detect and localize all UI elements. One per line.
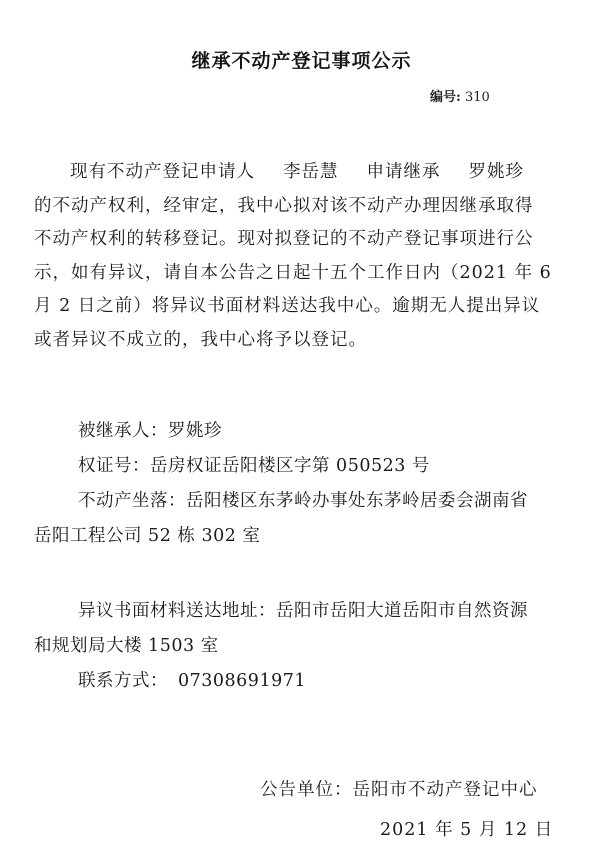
notice-paragraph: [34, 156, 579, 357]
document-number-value: 310: [464, 90, 490, 105]
location-row-continued: [34, 519, 579, 554]
location-value-line1: 岳阳楼区东茅岭办事处东茅岭居委会湖南省: [186, 491, 528, 511]
decedent-row: [34, 414, 579, 449]
document-number: [430, 86, 490, 105]
location-label: 不动产坐落：: [78, 491, 186, 511]
issuing-unit-label: 公告单位：: [260, 780, 353, 800]
objection-info: [34, 594, 594, 699]
objection-address-row-continued: [34, 629, 594, 664]
decedent-label: 被继承人：: [78, 421, 168, 441]
location-row: [34, 484, 579, 519]
objection-address-label: 异议书面材料送达地址：: [78, 601, 276, 621]
issuing-unit-value: 岳阳市不动产登记中心: [352, 780, 538, 800]
location-value-line2: 岳阳工程公司 52 栋 302 室: [34, 526, 261, 546]
decedent-name: 罗姚珍: [468, 162, 524, 182]
certificate-row: [34, 449, 579, 484]
contact-value: 07308691971: [178, 671, 306, 691]
objection-address-line2: 和规划局大楼 1503 室: [34, 636, 219, 656]
notice-inherit-text: 申请继承: [366, 162, 441, 182]
decedent-value: 罗姚珍: [168, 421, 222, 441]
document-title: 继承不动产登记事项公示: [191, 50, 412, 72]
notice-applicant-prefix: 现有不动产登记申请人: [70, 162, 255, 182]
objection-address-row: [34, 594, 594, 629]
issue-date: 2021 年 5 月 12 日: [380, 820, 554, 840]
objection-address-line1: 岳阳市岳阳大道岳阳市自然资源: [276, 601, 528, 621]
issuing-unit: [260, 776, 538, 801]
notice-line-3: 不动产权利的转移登记。现对拟登记的不动产登记事项进行公: [34, 229, 534, 249]
document-number-label: 编号:: [430, 90, 461, 105]
notice-line-5: 月 2 日之前）将异议书面材料送达我中心。逾期无人提出异议: [34, 296, 541, 316]
notice-line-4: 示，如有异议，请自本公告之日起十五个工作日内（2021 年 6: [34, 262, 552, 283]
notice-line-2: 的不动产权利，经审定，我中心拟对该不动产办理因继承取得: [34, 195, 534, 216]
certificate-value: 岳房权证岳阳楼区字第 050523 号: [150, 456, 430, 476]
applicant-name: 李岳慧: [283, 162, 339, 182]
notice-line-1: [34, 156, 579, 190]
property-details: [34, 414, 579, 554]
contact-label: 联系方式：: [78, 671, 168, 691]
notice-line-6: 或者异议不成立的，我中心将予以登记。: [34, 329, 367, 350]
certificate-label: 权证号：: [78, 456, 150, 476]
contact-row: [34, 664, 594, 699]
